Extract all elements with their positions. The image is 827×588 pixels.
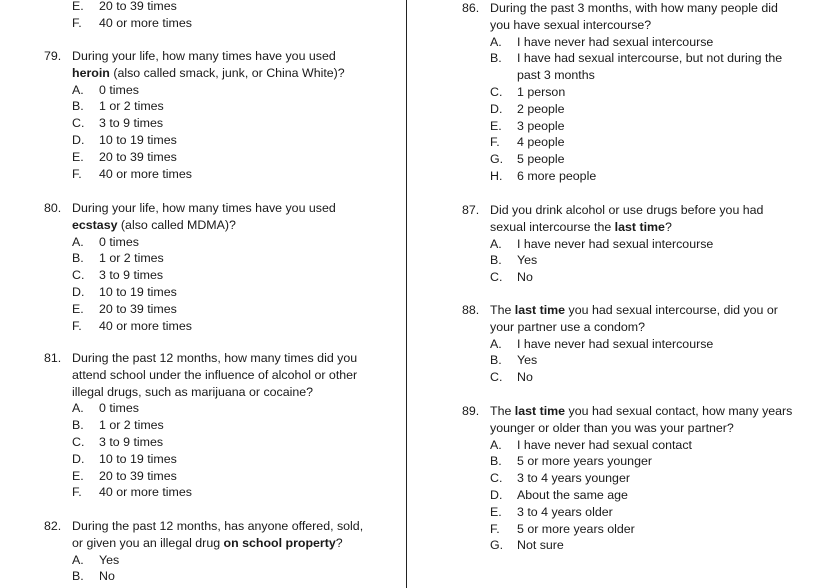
option-letter: C. [490, 84, 503, 99]
option-text: I have never had sexual intercourse [517, 34, 714, 49]
option-letter: A. [72, 82, 84, 97]
option-text: Yes [517, 353, 538, 368]
option-row[interactable] [462, 504, 822, 521]
question-text [490, 403, 792, 420]
question-text-part: ? [335, 535, 343, 550]
option-letter: E. [72, 0, 84, 13]
option-row[interactable] [462, 236, 822, 253]
option-text: 20 to 39 times [99, 468, 177, 483]
option-text: 1 person [517, 84, 566, 99]
question-88 [462, 302, 822, 386]
option-letter: C. [72, 268, 85, 283]
option-text: Not sure [517, 538, 564, 553]
option-text: 3 to 4 years younger [517, 471, 630, 486]
question-number: 82. [44, 519, 62, 533]
option-text: past 3 months [517, 68, 595, 83]
question-81 [44, 350, 404, 501]
option-letter: E. [490, 118, 502, 133]
option-text: 5 or more years older [517, 521, 635, 536]
option-row[interactable] [44, 318, 404, 335]
option-text: 20 to 39 times [99, 0, 177, 13]
question-79 [44, 48, 404, 182]
option-row[interactable] [44, 82, 404, 99]
option-row[interactable] [44, 250, 404, 267]
question-text-part: you had sexual contact, how many years [565, 404, 793, 418]
question-text: During the past 3 months, with how many people did [490, 1, 778, 15]
question-text: During the past 12 months, has anyone offered, sold, [72, 519, 364, 533]
option-text: 2 people [517, 101, 565, 116]
option-text: 5 or more years younger [517, 454, 652, 469]
option-text: I have never had sexual intercourse [517, 336, 714, 351]
option-text: 1 or 2 times [99, 99, 164, 114]
option-letter: H. [490, 168, 503, 183]
option-text: 10 to 19 times [99, 451, 177, 466]
emphasis-text: ecstasy [72, 217, 118, 232]
emphasis-text: last time [614, 219, 665, 234]
option-text: 3 to 4 years older [517, 504, 613, 519]
option-text: 20 to 39 times [99, 301, 177, 316]
option-row[interactable] [462, 252, 822, 269]
question-text-part: The [490, 303, 515, 317]
option-letter: F. [72, 485, 82, 500]
option-letter: B. [490, 51, 502, 66]
option-row[interactable] [44, 434, 404, 451]
question-number: 89. [462, 404, 480, 418]
option-letter: B. [490, 253, 502, 268]
question-number: 80. [44, 201, 62, 215]
emphasis-text: heroin [72, 65, 110, 80]
option-text: No [517, 270, 533, 285]
question-86 [462, 0, 822, 185]
option-letter: D. [490, 101, 503, 116]
option-row[interactable] [462, 336, 822, 353]
question-text [490, 302, 778, 319]
option-letter: D. [72, 132, 85, 147]
option-text: 1 or 2 times [99, 251, 164, 266]
question-89 [462, 403, 822, 554]
option-row[interactable] [462, 437, 822, 454]
option-letter: F. [490, 135, 500, 150]
question-number: 87. [462, 203, 480, 217]
option-text: About the same age [517, 487, 628, 502]
option-letter: B. [72, 99, 84, 114]
option-letter: C. [490, 370, 503, 385]
emphasis-text: last time [514, 404, 566, 418]
option-row[interactable] [44, 98, 404, 115]
option-letter: A. [490, 34, 502, 49]
option-letter: E. [72, 468, 84, 483]
option-letter: F. [72, 15, 82, 30]
option-row[interactable] [44, 132, 404, 149]
option-text: Yes [517, 253, 538, 268]
question-text [72, 217, 236, 234]
question-number: 88. [462, 303, 480, 317]
option-letter: A. [490, 336, 502, 351]
option-letter: C. [490, 471, 503, 486]
option-text: Yes [99, 552, 120, 567]
option-letter: A. [72, 401, 84, 416]
option-letter: E. [490, 504, 502, 519]
option-row[interactable] [462, 537, 822, 554]
option-text: 20 to 39 times [99, 149, 177, 164]
option-row[interactable] [44, 468, 404, 485]
option-text: 40 or more times [99, 485, 192, 500]
column-divider [406, 0, 407, 588]
option-text: I have never had sexual contact [517, 437, 692, 452]
option-letter: B. [490, 353, 502, 368]
option-text: 3 to 9 times [99, 434, 164, 449]
option-row[interactable] [44, 400, 404, 417]
option-letter: F. [72, 318, 82, 333]
option-letter: G. [490, 538, 504, 553]
option-row[interactable] [44, 15, 404, 32]
option-row[interactable] [462, 118, 822, 135]
option-row[interactable] [462, 487, 822, 504]
question-87 [462, 202, 822, 286]
option-text: 6 more people [517, 168, 597, 183]
question-text-part: ? [664, 219, 672, 234]
option-row[interactable] [44, 115, 404, 132]
option-text: 3 people [517, 118, 565, 133]
option-letter: A. [490, 437, 502, 452]
option-text: 40 or more times [99, 166, 192, 181]
option-letter: D. [72, 284, 85, 299]
option-text: 40 or more times [99, 318, 192, 333]
question-text [72, 65, 345, 82]
question-text: During the past 12 months, how many times did you [72, 351, 358, 365]
question-text: you have sexual intercourse? [490, 17, 652, 32]
option-row[interactable] [44, 568, 404, 585]
option-text: No [99, 569, 115, 584]
option-row[interactable] [462, 101, 822, 118]
option-row[interactable] [462, 352, 822, 369]
question-text-part: (also called smack, junk, or China White)? [109, 65, 345, 80]
option-row[interactable] [462, 168, 822, 185]
option-text: I have never had sexual intercourse [517, 236, 714, 251]
option-row[interactable] [44, 484, 404, 501]
option-letter: D. [490, 487, 503, 502]
question-text: illegal drugs, such as marijuana or cocaine? [72, 384, 314, 399]
option-text: 0 times [99, 82, 139, 97]
question-text [72, 535, 343, 552]
option-row[interactable] [462, 369, 822, 386]
option-row[interactable] [44, 267, 404, 284]
option-row[interactable] [462, 269, 822, 286]
option-row[interactable] [44, 234, 404, 251]
question-number: 79. [44, 49, 62, 63]
option-row[interactable] [44, 284, 404, 301]
option-row[interactable] [44, 417, 404, 434]
option-letter: F. [490, 521, 500, 536]
option-letter: A. [490, 236, 502, 251]
option-text: 1 or 2 times [99, 418, 164, 433]
option-text: 0 times [99, 234, 139, 249]
option-letter: B. [72, 251, 84, 266]
option-row[interactable] [462, 521, 822, 538]
option-row[interactable] [44, 149, 404, 166]
option-text: 40 or more times [99, 15, 192, 30]
option-letter: C. [72, 434, 85, 449]
option-row[interactable] [44, 552, 404, 569]
option-row[interactable] [462, 50, 822, 67]
emphasis-text: on school property [223, 535, 336, 550]
option-row-continued [462, 67, 822, 84]
option-row[interactable] [44, 0, 404, 15]
question-80 [44, 200, 404, 334]
option-row[interactable] [462, 134, 822, 151]
question-text: During your life, how many times have you used [72, 49, 336, 63]
question-text-part: or given you an illegal drug [72, 535, 224, 550]
option-row[interactable] [44, 451, 404, 468]
question-text-part: The [490, 404, 515, 418]
option-row[interactable] [44, 166, 404, 183]
option-letter: B. [490, 454, 502, 469]
option-row[interactable] [462, 470, 822, 487]
option-letter: D. [72, 451, 85, 466]
question-number: 81. [44, 351, 62, 365]
option-letter: C. [490, 270, 503, 285]
option-letter: C. [72, 116, 85, 131]
option-letter: F. [72, 166, 82, 181]
option-letter: E. [72, 301, 84, 316]
option-text: 5 people [517, 152, 565, 167]
option-text: 10 to 19 times [99, 132, 177, 147]
question-text: During your life, how many times have you used [72, 201, 336, 215]
question-text: attend school under the influence of alcohol or other [72, 367, 358, 382]
option-row[interactable] [462, 34, 822, 51]
option-letter: B. [72, 569, 84, 584]
question-text-part: (also called MDMA)? [117, 217, 236, 232]
option-text: 10 to 19 times [99, 284, 177, 299]
option-text: 0 times [99, 401, 139, 416]
question-text: your partner use a condom? [490, 319, 645, 334]
option-letter: A. [72, 234, 84, 249]
option-row[interactable] [462, 151, 822, 168]
question-text: Did you drink alcohol or use drugs before you had [490, 203, 764, 217]
option-text: 4 people [517, 135, 565, 150]
option-letter: G. [490, 152, 504, 167]
question-text [490, 219, 672, 236]
option-text: I have had sexual intercourse, but not during the [517, 51, 783, 66]
option-text: 3 to 9 times [99, 116, 164, 131]
question-78-tail [44, 0, 404, 32]
option-row[interactable] [462, 453, 822, 470]
emphasis-text: last time [514, 303, 566, 317]
question-82 [44, 518, 404, 585]
option-letter: A. [72, 552, 84, 567]
option-letter: E. [72, 149, 84, 164]
option-letter: B. [72, 418, 84, 433]
question-number: 86. [462, 1, 480, 15]
option-row[interactable] [462, 84, 822, 101]
question-text: younger or older than you was your partner? [490, 420, 734, 435]
option-text: 3 to 9 times [99, 268, 164, 283]
option-row[interactable] [44, 301, 404, 318]
question-text-part: sexual intercourse the [490, 219, 615, 234]
option-text: No [517, 370, 533, 385]
question-text-part: you had sexual intercourse, did you or [565, 303, 778, 317]
